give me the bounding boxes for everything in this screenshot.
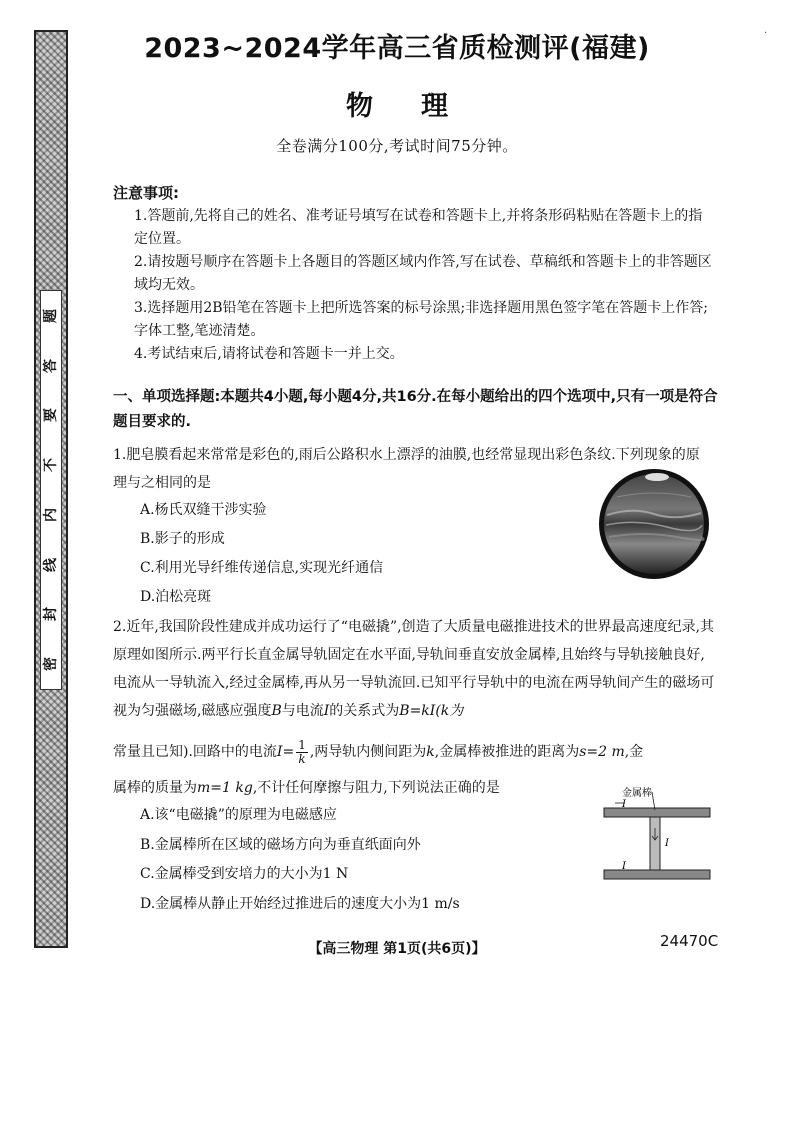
question-2-option-b: B.金属棒所在区域的磁场方向为垂直纸面向外	[140, 837, 421, 853]
fraction-one-over-k	[296, 739, 308, 766]
question-2-stem	[113, 613, 718, 725]
question-1-stem: 1.肥皂膜看起来常常是彩色的,雨后公路积水上漂浮的油膜,也经常显现出彩色条纹.下列现象的原理与之相同的是	[113, 447, 700, 491]
fraction-numerator: 1	[298, 737, 306, 752]
note-item: 1.答题前,先将自己的姓名、准考证号填写在试卷和答题卡上,并将条形码粘贴在答题卡上的指定位置。	[134, 208, 703, 247]
rail-diagram	[600, 788, 712, 890]
corner-mark: ·	[764, 28, 768, 39]
note-item: 4.考试结束后,请将试卷和答题卡一并上交。	[134, 346, 404, 362]
current-label-top: I	[622, 799, 626, 810]
current-label-bottom: I	[622, 861, 626, 872]
binding-char: 内	[43, 507, 59, 522]
fraction-denominator: k	[298, 751, 306, 766]
question-2-stem-text: ,金	[624, 744, 644, 760]
question-2-stem-text: ,金属棒被推进的距离为	[434, 744, 580, 760]
question-2-stem-text: ,不计任何摩擦与阻力,下列说法正确的是	[252, 780, 500, 796]
binding-char: 答	[43, 358, 59, 373]
subject-title: 物理	[346, 91, 496, 122]
question-2-stem-text: 与电流	[281, 703, 324, 719]
formula-b: B=kI	[399, 703, 436, 719]
question-2-stem-line	[113, 735, 718, 769]
binding-char: 不	[43, 458, 59, 473]
exam-code: 24470C	[660, 932, 719, 950]
variable-k: k	[426, 744, 435, 760]
exam-title: 2023~2024学年高三省质检测评(福建)	[144, 33, 650, 64]
note-item: 3.选择题用2B铅笔在答题卡上把所选答案的标号涂黑;非选择题用黑色签字笔在答题卡上作答;字体工整,笔迹清楚。	[134, 300, 708, 339]
variable-i: I	[323, 703, 330, 719]
k-note: (k为	[435, 703, 464, 719]
question-1-option-b: B.影子的形成	[140, 531, 225, 547]
formula-i: I=	[276, 744, 295, 760]
question-2-option-c: C.金属棒受到安培力的大小为1 N	[140, 866, 349, 882]
question-1-option-c: C.利用光导纤维传递信息,实现光纤通信	[140, 560, 384, 576]
question-2-stem-text: 属棒的质量为	[113, 780, 197, 796]
binding-char: 封	[43, 607, 59, 622]
rod-label: 金属棒	[622, 788, 652, 799]
binding-char: 题	[43, 309, 59, 323]
question-2-stem-text: 的关系式为	[329, 703, 400, 719]
binding-text	[40, 290, 62, 690]
question-2-stem-text: 2.近年,我国阶段性建成并成功运行了“电磁撬”,创造了大质量电磁推进技术的世界最高速度纪录,其原理如图所示.两平行长直金属导轨固定在水平面,导轨间垂直安放金属棒,且始终与导轨接触良好,电流从一导轨流入,经过金属棒,再从另一导轨流回.已知平行导轨中的电流在两导轨间产生的磁场可视为匀强磁场,磁感应强度	[113, 619, 715, 719]
question-2-stem-text: ,两导轨内侧间距为	[309, 744, 427, 760]
question-1-option-a: A.杨氏双缝干涉实验	[140, 502, 267, 518]
formula-m: m=1 kg	[197, 780, 253, 796]
notes-heading: 注意事项:	[113, 184, 179, 202]
question-1-option-d: D.泊松亮斑	[140, 589, 212, 605]
binding-char: 线	[43, 557, 59, 572]
question-2-option-d: D.金属棒从静止开始经过推进后的速度大小为1 m/s	[140, 896, 460, 912]
binding-char: 要	[43, 408, 59, 423]
note-item: 2.请按题号顺序在答题卡上各题目的答题区域内作答,写在试卷、草稿纸和答题卡上的非答题区域均无效。	[134, 254, 712, 293]
question-2-option-a: A.该“电磁撬”的原理为电磁感应	[140, 807, 337, 823]
page-footer: 【高三物理 第1页(共6页)】	[308, 941, 486, 957]
binding-char: 密	[43, 656, 59, 671]
section-heading: 一、单项选择题:本题共4小题,每小题4分,共16分.在每小题给出的四个选项中,只有一项是符合题目要求的.	[113, 389, 718, 430]
current-label-rod: I	[665, 838, 669, 849]
question-2-stem-text: 常量且已知).回路中的电流	[113, 744, 277, 760]
soap-film-image	[597, 467, 711, 581]
formula-s: s=2 m	[579, 744, 625, 760]
score-info: 全卷满分100分,考试时间75分钟。	[276, 137, 518, 155]
variable-b: B	[271, 703, 282, 719]
